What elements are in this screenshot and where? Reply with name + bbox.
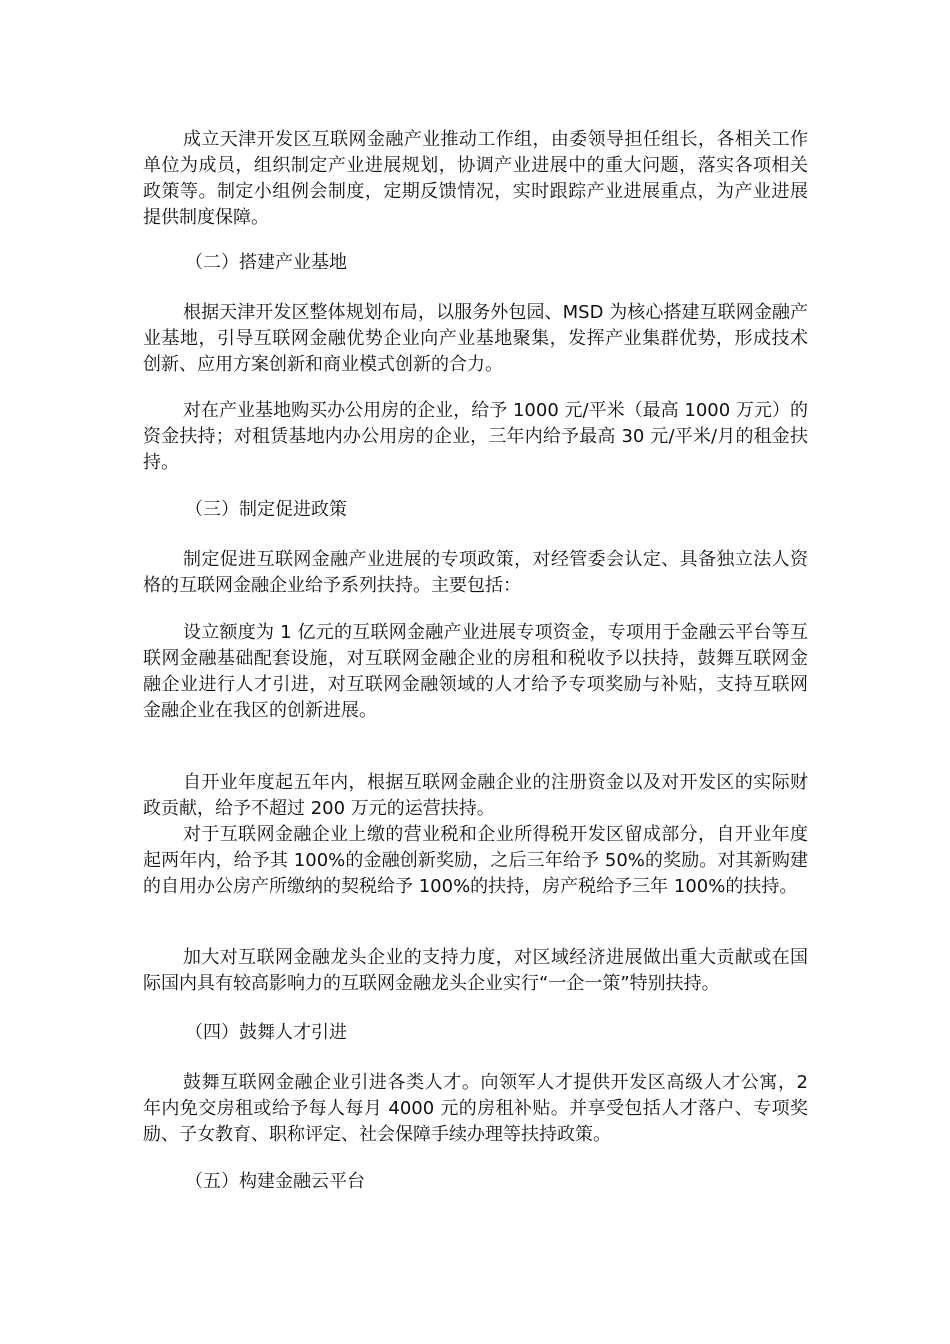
heading-industry-base: （二）搭建产业基地 (185, 252, 347, 273)
heading-talent: （四）鼓舞人才引进 (185, 1022, 347, 1043)
heading-cloud-platform: （五）构建金融云平台 (185, 1171, 365, 1192)
paragraph-special-fund: 设立额度为 1 亿元的互联网金融产业进展专项资金，专项用于金融云平台等互联网金融基础配套设施，对互联网金融企业的房租和税收予以扶持，鼓舞互联网金融企业进行人才引进，对互联网金融领域的人才给予专项奖励与补贴，支持互联网金融企业在我区的创新进展。 (143, 622, 808, 721)
paragraph-talent: 鼓舞互联网金融企业引进各类人才。向领军人才提供开发区高级人才公寓，2 年内免交房租或给予每人每月 4000 元的房租补贴。并享受包括人才落户、专项奖励、子女教育、职称评定、社会保障手续办理等扶持政策。 (143, 1072, 808, 1145)
paragraph-tax-incentive: 对于互联网金融企业上缴的营业税和企业所得税开发区留成部分，自开业年度起两年内，给予其 100%的金融创新奖励，之后三年给予 50%的奖励。对其新购建的自用办公房产所缴纳的契税给予 100%的扶持，房产税给予三年 100%的扶持。 (143, 824, 808, 897)
paragraph-office-support: 对在产业基地购买办公用房的企业，给予 1000 元/平米（最高 1000 万元）的资金扶持；对租赁基地内办公用房的企业，三年内给予最高 30 元/平米/月的租金扶持。 (143, 400, 808, 473)
paragraph-promotion-policy: 制定促进互联网金融产业进展的专项政策，对经管委会认定、具备独立法人资格的互联网金融企业给予系列扶持。主要包括： (143, 549, 808, 596)
paragraph-working-group: 成立天津开发区互联网金融产业推动工作组，由委领导担任组长，各相关工作单位为成员，组织制定产业进展规划，协调产业进展中的重大问题，落实各项相关政策等。制定小组例会制度，定期反馈情况，实时跟踪产业进展重点，为产业进展提供制度保障。 (143, 129, 808, 228)
paragraph-leading-enterprise: 加大对互联网金融龙头企业的支持力度，对区域经济进展做出重大贡献或在国际国内具有较高影响力的互联网金融龙头企业实行“一企一策”特别扶持。 (143, 947, 808, 994)
paragraph-operation-support: 自开业年度起五年内，根据互联网金融企业的注册资金以及对开发区的实际财政贡献，给予不超过 200 万元的运营扶持。 (143, 772, 808, 819)
paragraph-industry-base: 根据天津开发区整体规划布局，以服务外包园、MSD 为核心搭建互联网金融产业基地，引导互联网金融优势企业向产业基地聚集，发挥产业集群优势，形成技术创新、应用方案创新和商业模式创新的合力。 (143, 302, 808, 375)
heading-promotion-policy: （三）制定促进政策 (185, 499, 347, 520)
